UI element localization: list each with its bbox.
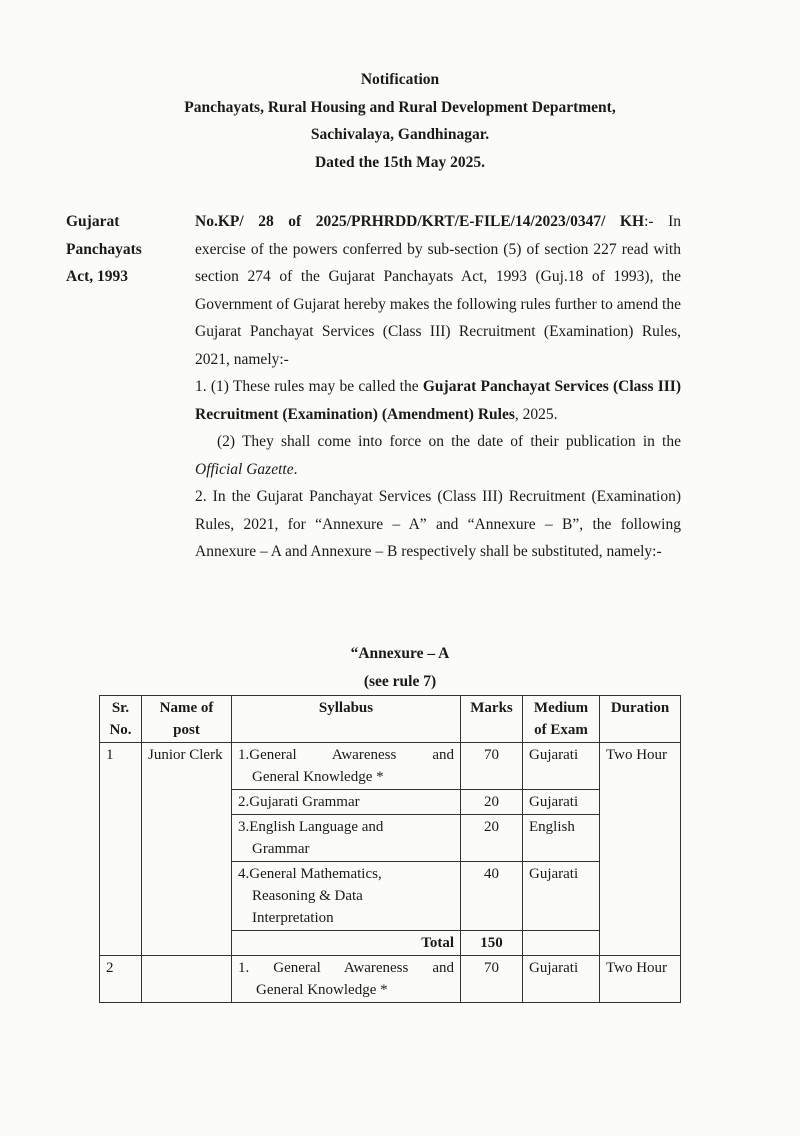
medium-cell: Gujarati (523, 862, 600, 931)
marks-cell: 40 (461, 862, 523, 931)
annexure-title: “Annexure – A (350, 645, 450, 662)
sr-no-cell: 1 (100, 743, 142, 956)
empty-cell (523, 931, 600, 956)
syllabus-line (238, 863, 454, 885)
header-marks: Marks (461, 696, 523, 743)
total-label: Total (232, 931, 461, 956)
syllabus-item (232, 956, 461, 1003)
rule-1-suffix: , 2025. (514, 405, 558, 423)
rule-1-2-prefix: (2) They shall come into force on the date of their publication in the (217, 433, 681, 450)
medium-cell: Gujarati (523, 956, 600, 1003)
item-text: Interpretation (252, 910, 334, 926)
post-name-cell (142, 956, 232, 1003)
margin-line: Panchayats (66, 240, 142, 258)
item-number: 4. (238, 866, 250, 882)
item-text: General Knowledge * (252, 769, 384, 785)
syllabus-line (238, 816, 454, 838)
department-name: Panchayats, Rural Housing and Rural Development Department, (184, 98, 616, 116)
annexure-subtitle: (see rule 7) (363, 672, 437, 690)
item-text: General Awareness and (273, 960, 455, 976)
rule-1-title: Gujarat Panchayat Services (Class III) Recruitment (Examination) (Amendment) Rules (195, 378, 681, 423)
header-medium: Medium of Exam (523, 696, 600, 743)
rule-2-paragraph: 2. In the Gujarat Panchayat Services (Class III) Recruitment (Examination) Rules, 2021, for “Annexure – A” and “Annexure – B”, the following Annexure – A and Annexure – B respectively shall be substituted, namely:- (195, 488, 681, 560)
notification-body (195, 208, 681, 566)
table-header-row (100, 696, 681, 743)
marks-cell: 20 (461, 815, 523, 862)
medium-cell: English (523, 815, 600, 862)
notification-title: Notification (360, 71, 440, 88)
post-name-cell: Junior Clerk (142, 743, 232, 956)
syllabus-table (99, 695, 681, 1003)
item-number: 2. (238, 794, 250, 810)
rule-1-2-suffix: . (293, 460, 298, 478)
syllabus-line (238, 744, 454, 766)
syllabus-item (232, 790, 461, 815)
rule-1-paragraph (195, 373, 681, 428)
intro-text: :- In exercise of the powers conferred by sub-section (5) of section 227 read with section 274 of the Gujarat Panchayats Act, 1993 (Guj.18 of 1993), the Government of Gujarat hereby makes the following rules further to amend the Gujarat Panchayat Services (Class III) Recruitment (Examination) Rules, 2021, namely:- (195, 213, 681, 368)
medium-cell: Gujarati (523, 790, 600, 815)
item-number: 1. (238, 747, 250, 763)
rule-1-prefix: 1. (1) These rules may be called the (195, 378, 423, 395)
margin-note (66, 208, 142, 291)
header-post: Name of post (142, 696, 232, 743)
duration-cell: Two Hour (600, 956, 681, 1003)
duration-cell: Two Hour (600, 743, 681, 956)
item-text: Grammar (252, 841, 310, 857)
item-text: General Awareness and (249, 747, 454, 763)
header-sr-no: Sr. No. (100, 696, 142, 743)
syllabus-item (232, 815, 461, 862)
header-syllabus: Syllabus (232, 696, 461, 743)
item-text: English Language and (249, 819, 384, 835)
notification-header (0, 66, 800, 176)
marks-cell: 70 (461, 743, 523, 790)
official-gazette: Official Gazette (195, 460, 294, 478)
margin-line: Act, 1993 (66, 268, 128, 285)
notification-date: Dated the 15th May 2025. (314, 153, 486, 171)
margin-line: Gujarat (66, 213, 120, 230)
intro-paragraph (195, 208, 681, 373)
item-text: General Mathematics, (249, 866, 382, 882)
sr-no-cell: 2 (100, 956, 142, 1003)
syllabus-item (232, 743, 461, 790)
item-number: 1. (238, 960, 250, 976)
marks-cell: 70 (461, 956, 523, 1003)
rule-1-2-paragraph (195, 428, 681, 483)
item-text: Reasoning & Data (252, 888, 363, 904)
medium-cell: Gujarati (523, 743, 600, 790)
office-location: Sachivalaya, Gandhinagar. (310, 126, 490, 143)
reference-number: No.KP/ 28 of 2025/PRHRDD/KRT/E-FILE/14/2023/0347/ KH (195, 213, 645, 230)
annexure-heading (0, 640, 800, 695)
table-row (100, 743, 681, 790)
item-text: Gujarati Grammar (249, 794, 360, 810)
syllabus-line (238, 957, 454, 979)
header-duration: Duration (600, 696, 681, 743)
table-row (100, 956, 681, 1003)
syllabus-item (232, 862, 461, 931)
marks-cell: 20 (461, 790, 523, 815)
total-marks: 150 (461, 931, 523, 956)
item-number: 3. (238, 819, 250, 835)
item-text: General Knowledge * (256, 982, 388, 998)
